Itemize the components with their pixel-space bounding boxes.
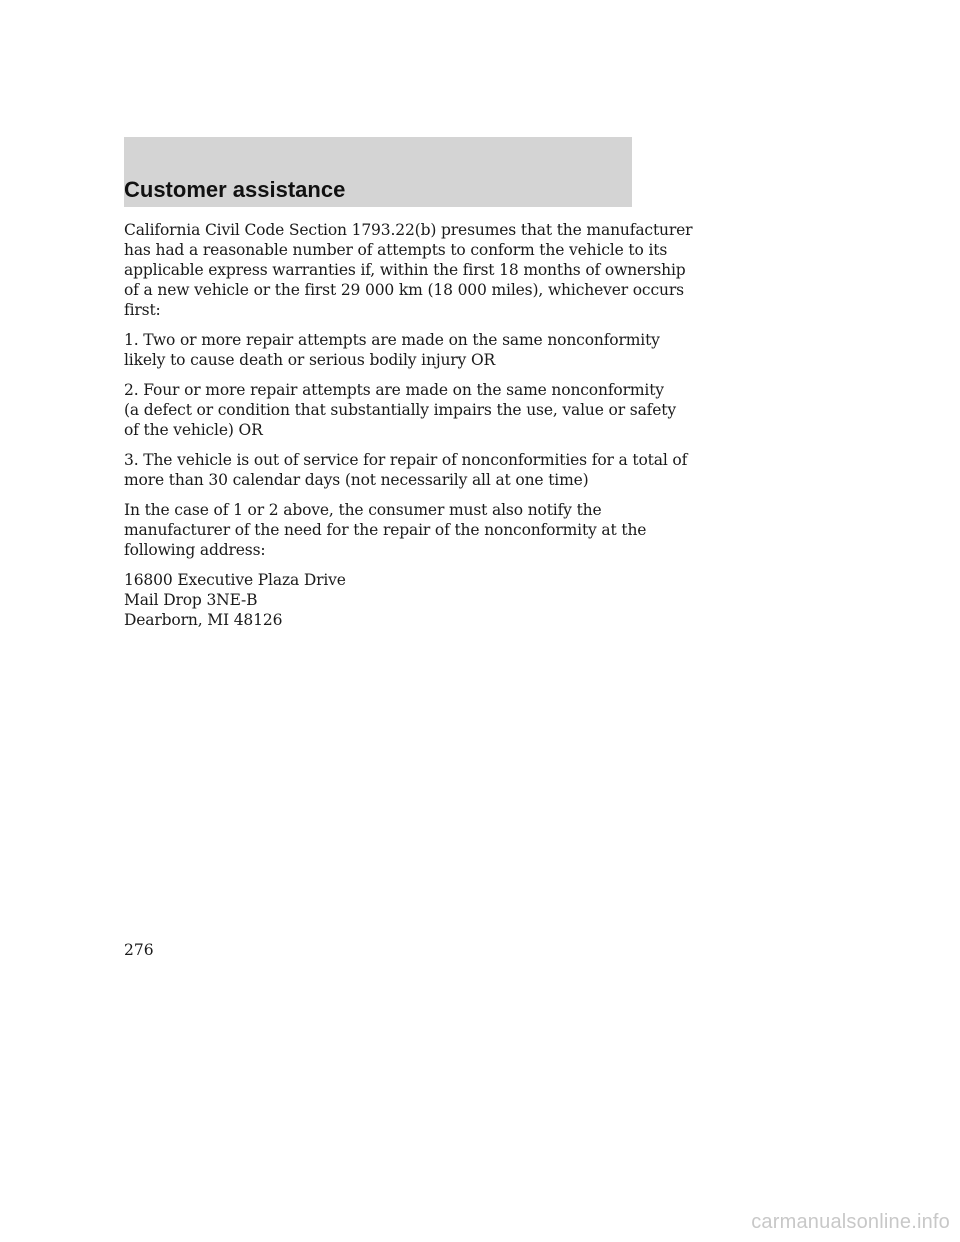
page-body xyxy=(124,220,693,640)
mailing-address: 16800 Executive Plaza Drive Mail Drop 3NE-B Dearborn, MI 48126 xyxy=(124,571,346,629)
condition-item-3: 3. The vehicle is out of service for repair of nonconformities for a total of more than 30 calendar days (not necessarily all at one time) xyxy=(124,451,688,489)
page-number: 276 xyxy=(124,941,154,959)
condition-item-1: 1. Two or more repair attempts are made on the same nonconformity likely to cause death or serious bodily injury OR xyxy=(124,331,660,369)
intro-paragraph: California Civil Code Section 1793.22(b) presumes that the manufacturer has had a reasonable number of attempts to conform the vehicle to its applicable express warranties if, within the first 18 months of ownership of a new vehicle or the first 29 000 km (18 000 miles), whichever occurs first: xyxy=(124,221,693,319)
site-watermark: carmanualsonline.info xyxy=(751,1211,950,1233)
condition-item-2: 2. Four or more repair attempts are made on the same nonconformity (a defect or condition that substantially impairs the use, value or safety of the vehicle) OR xyxy=(124,381,676,439)
notice-paragraph: In the case of 1 or 2 above, the consumer must also notify the manufacturer of the need for the repair of the nonconformity at the following address: xyxy=(124,501,647,559)
section-title: Customer assistance xyxy=(124,177,346,202)
